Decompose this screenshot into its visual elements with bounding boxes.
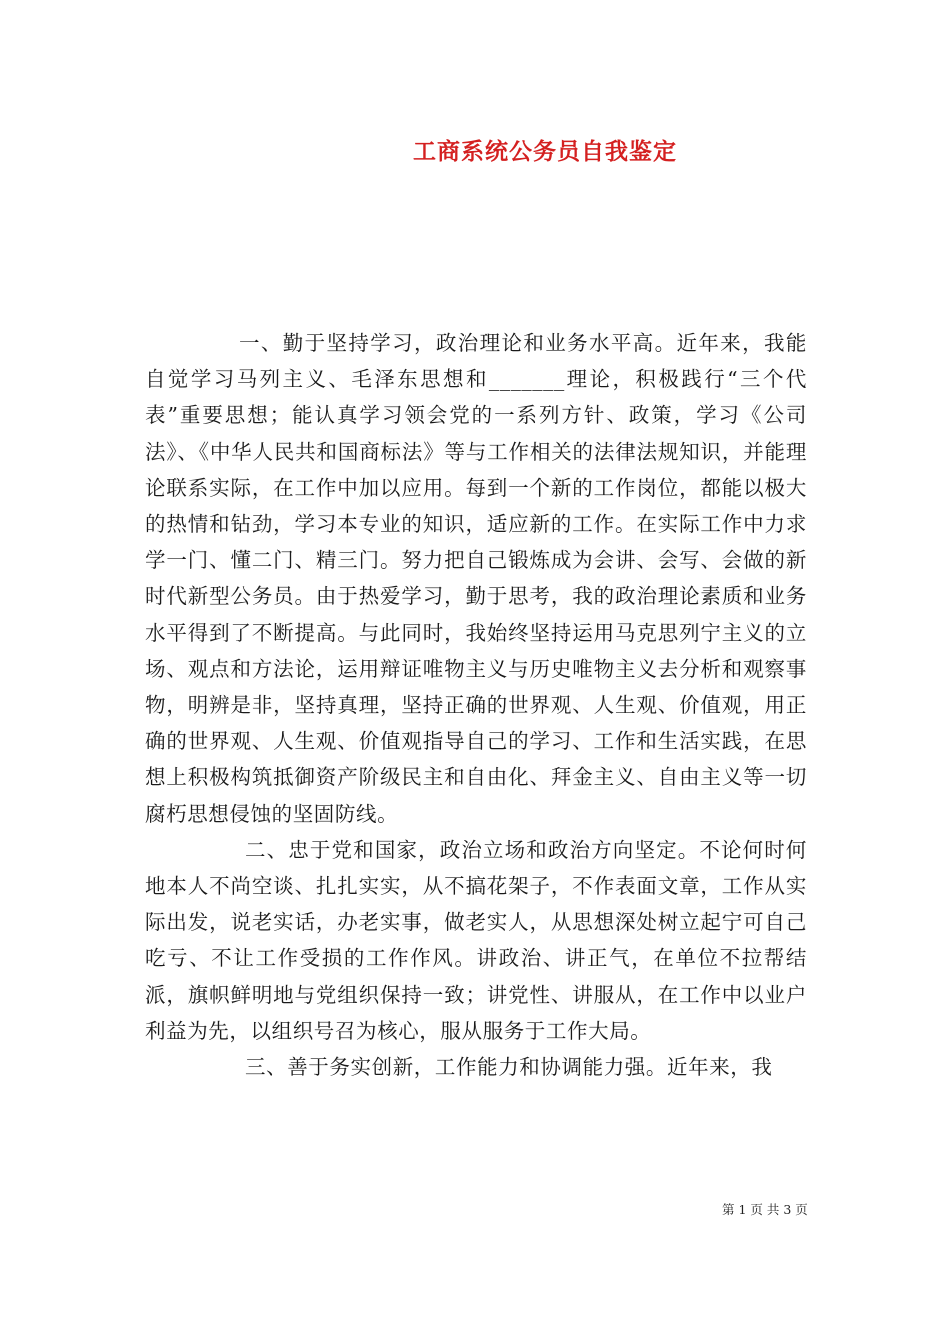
page-number-footer: 第 1 页 共 3 页: [722, 1202, 808, 1217]
document-title: 工商系统公务员自我鉴定: [413, 138, 677, 165]
document-body: [145, 325, 807, 1085]
paragraph-2: 二、忠于党和国家，政治立场和政治方向坚定。不论何时何地本人不尚空谈、扎扎实实，从不搞花架子，不作表面文章，工作从实际出发，说老实话，办老实事，做老实人，从思想深处树立起宁可自己吃亏、不让工作受损的工作作风。讲政治、讲正气，在单位不拉帮结派，旗帜鲜明地与党组织保持一致；讲党性、讲服从，在工作中以业户利益为先，以组织号召为核心，服从服务于工作大局。: [145, 837, 807, 1043]
paragraph-1: 一、勤于坚持学习，政治理论和业务水平高。近年来，我能自觉学习马列主义、毛泽东思想和_______理论，积极践行“三个代表”重要思想；能认真学习领会党的一系列方针、政策，学习《公司法》、《中华人民共和国商标法》等与工作相关的法律法规知识，并能理论联系实际，在工作中加以应用。每到一个新的工作岗位，都能以极大的热情和钻劲，学习本专业的知识，适应新的工作。在实际工作中力求学一门、懂二门、精三门。努力把自己锻炼成为会讲、会写、会做的新时代新型公务员。由于热爱学习，勤于思考，我的政治理论素质和业务水平得到了不断提高。与此同时，我始终坚持运用马克思列宁主义的立场、观点和方法论，运用辩证唯物主义与历史唯物主义去分析和观察事物，明辨是非，坚持真理，坚持正确的世界观、人生观、价值观，用正确的世界观、人生观、价值观指导自己的学习、工作和生活实践，在思想上积极构筑抵御资产阶级民主和自由化、拜金主义、自由主义等一切腐朽思想侵蚀的坚固防线。: [145, 331, 807, 826]
paragraph-3: 三、善于务实创新，工作能力和协调能力强。近年来，我: [245, 1055, 773, 1080]
